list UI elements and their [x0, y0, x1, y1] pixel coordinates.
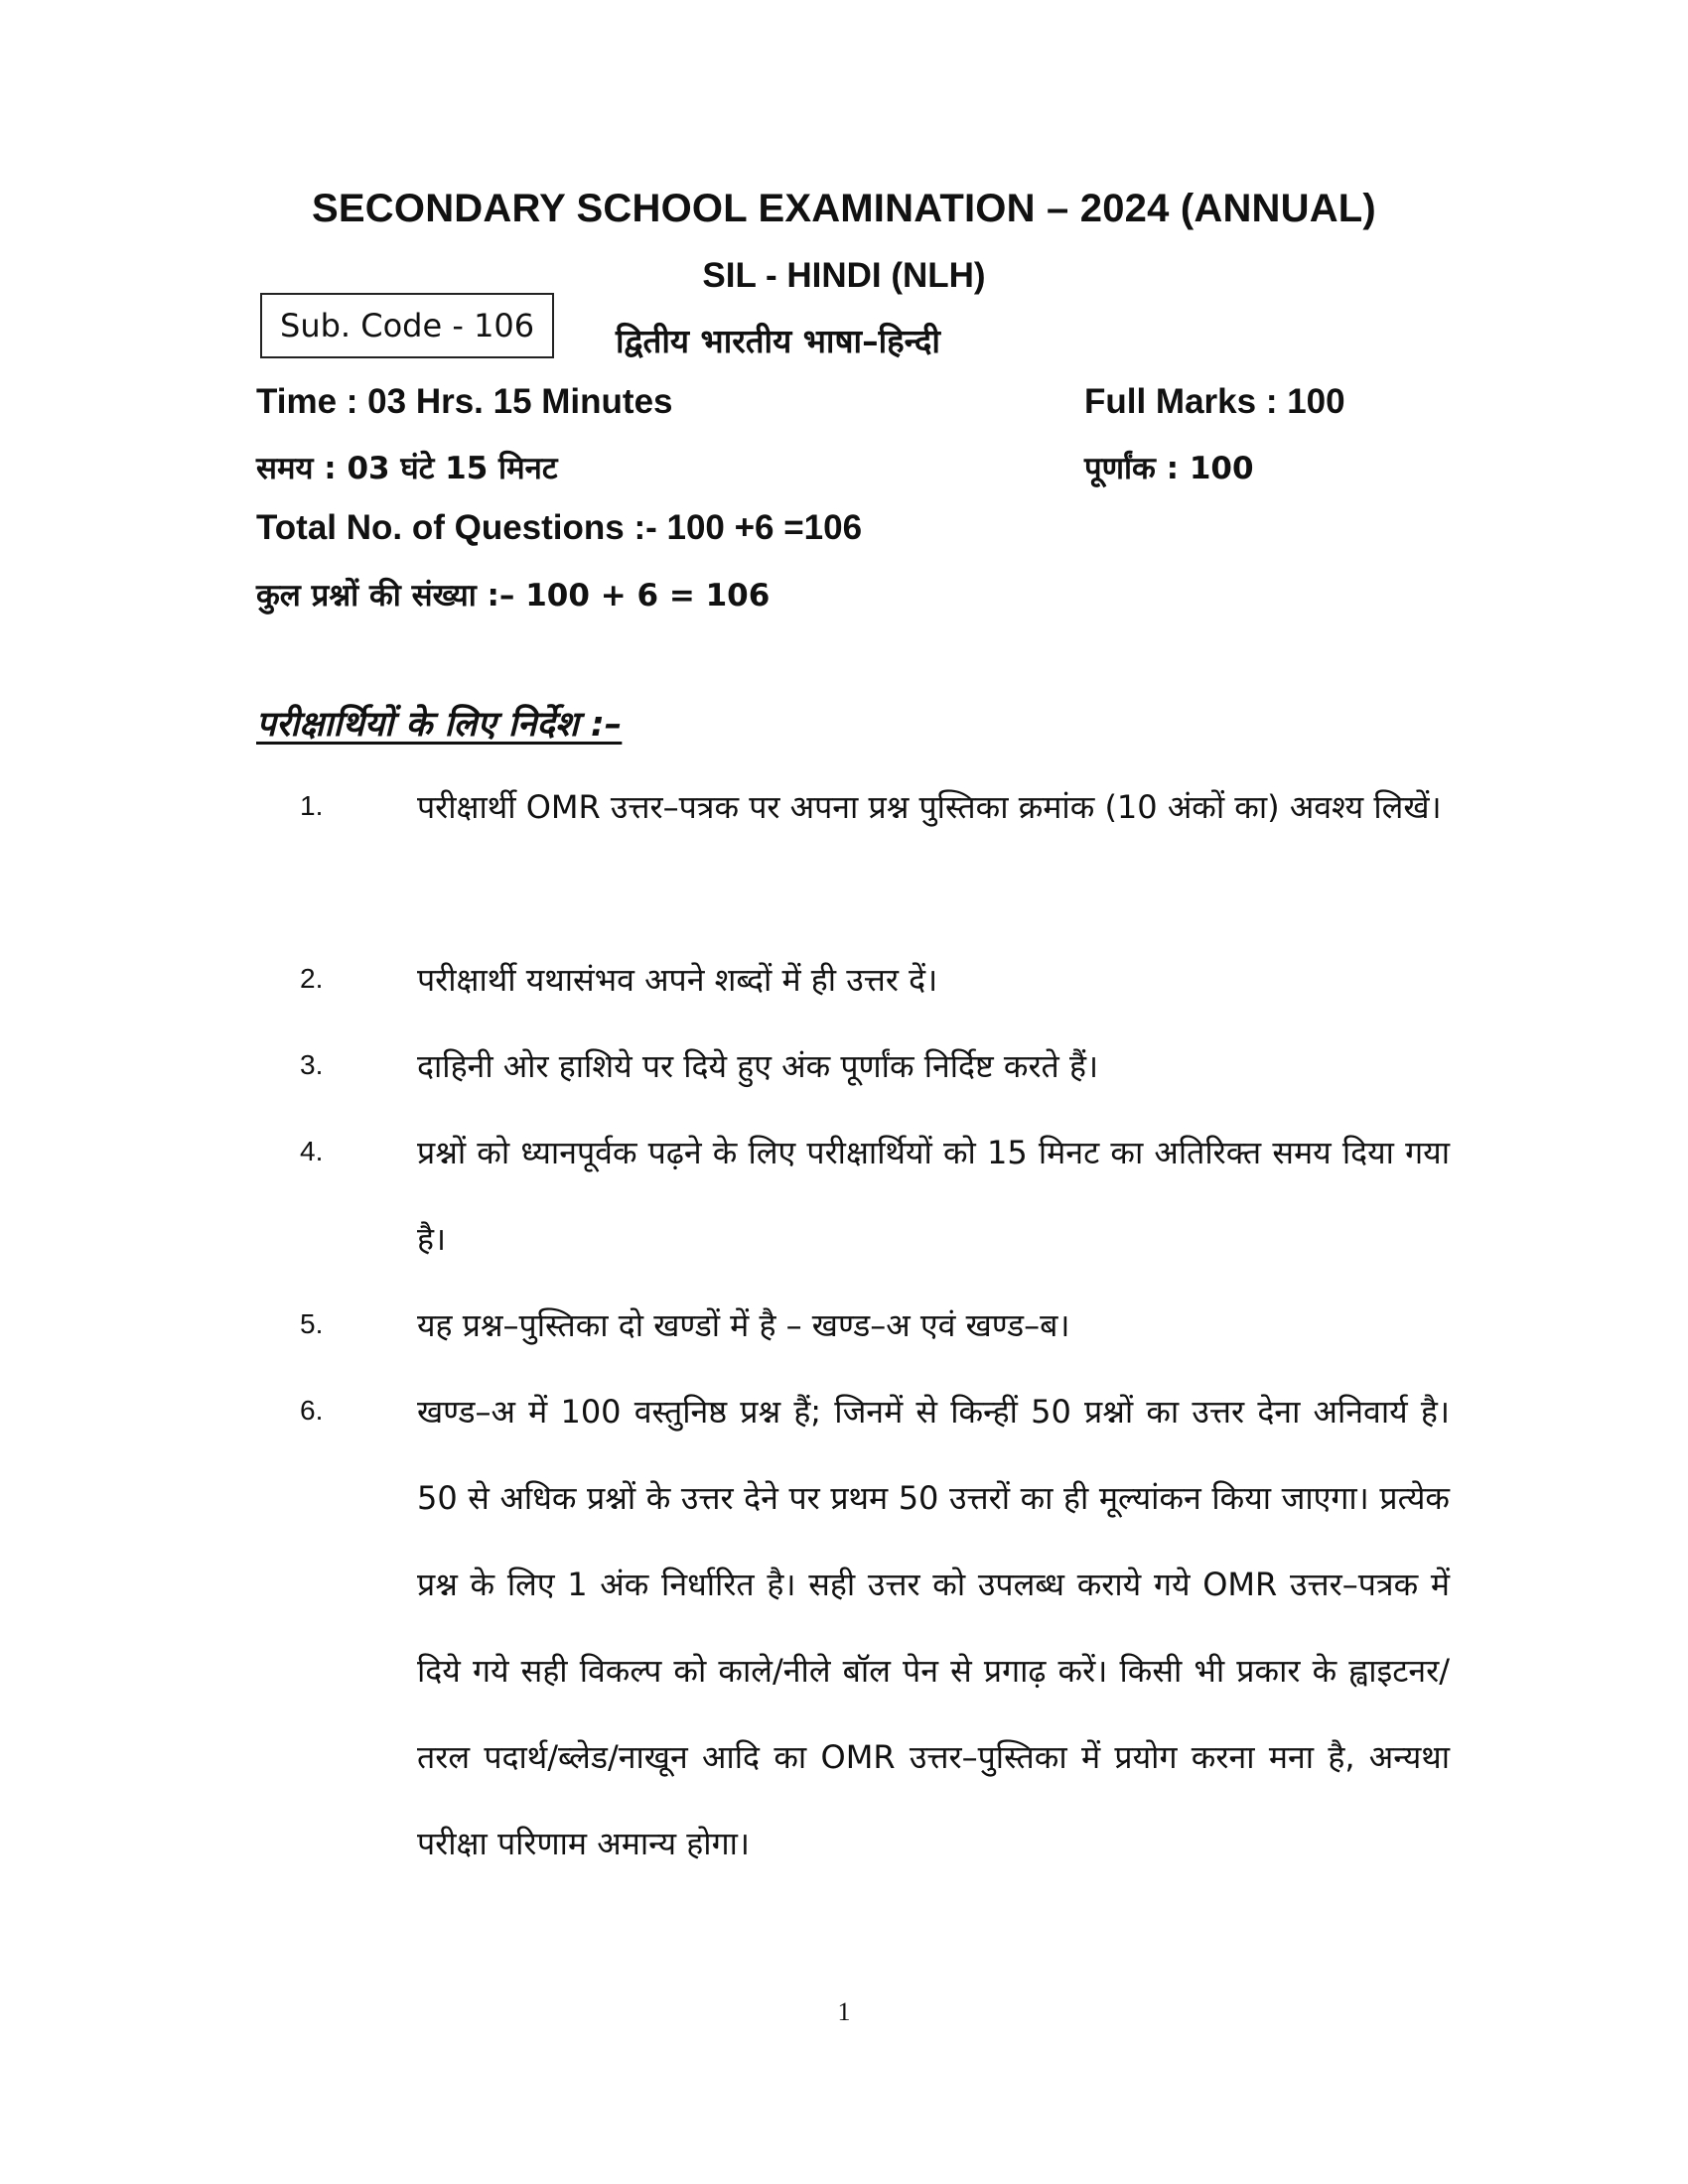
total-questions-hindi: कुल प्रश्नों की संख्या :– 100 + 6 = 106	[256, 578, 771, 614]
hindi-subtitle: द्वितीय भारतीय भाषा–हिन्दी	[616, 322, 940, 360]
instruction-number: 6.	[300, 1395, 324, 1426]
page-number: 1	[837, 1997, 851, 2026]
instruction-text: परीक्षार्थी यथासंभव अपने शब्दों में ही उत्तर दें।	[417, 961, 938, 999]
sub-code-box: Sub. Code - 106	[260, 293, 554, 358]
exam-title: SECONDARY SCHOOL EXAMINATION – 2024 (ANNUAL)	[312, 187, 1376, 230]
instruction-text: प्रश्नों को ध्यानपूर्वक पढ़ने के लिए परीक्षार्थियों को 15 मिनट का अतिरिक्त समय दिया गया है।	[417, 1134, 1450, 1258]
time-hindi: समय : 03 घंटे 15 मिनट	[256, 451, 558, 486]
instruction-number: 2.	[300, 963, 324, 994]
time-english: Time : 03 Hrs. 15 Minutes	[256, 382, 673, 421]
instruction-number: 4.	[300, 1136, 324, 1166]
instruction-text: परीक्षार्थी OMR उत्तर–पत्रक पर अपना प्रश्न पुस्तिका क्रमांक (10 अंकों का) अवश्य लिखें।	[417, 788, 1442, 826]
instructions-heading: परीक्षार्थियों के लिए निर्देश :–	[256, 705, 623, 745]
instruction-text: दाहिनी ओर हाशिये पर दिये हुए अंक पूर्णांक निर्दिष्ट करते हैं।	[417, 1047, 1099, 1085]
total-questions-english: Total No. of Questions :- 100 +6 =106	[256, 508, 863, 547]
instruction-text: यह प्रश्न–पुस्तिका दो खण्डों में है – खण्ड–अ एवं खण्ड–ब।	[417, 1306, 1070, 1344]
full-marks-hindi: पूर्णांक : 100	[1084, 451, 1254, 486]
instruction-number: 5.	[300, 1308, 324, 1339]
full-marks-english: Full Marks : 100	[1084, 382, 1345, 421]
instruction-text: खण्ड–अ में 100 वस्तुनिष्ठ प्रश्न हैं; जिनमें से किन्हीं 50 प्रश्नों का उत्तर देना अनिवार्य है। 50 से अधिक प्रश्नों के उत्तर देने पर प्रथम 50 उत्तरों का ही मूल्यांकन किया जाएगा। प्रत्येक प्रश्न के लिए 1 अंक निर्धारित है। सही उत्तर को उपलब्ध कराये गये OMR उत्तर–पत्रक में दिये गये सही विकल्प को काले/नीले बॉल पेन से प्रगाढ़ करें। किसी भी प्रकार के ह्वाइटनर/तरल पदार्थ/ब्लेड/नाखून आदि का OMR उत्तर–पुस्तिका में प्रयोग करना मना है, अन्यथा परीक्षा परिणाम अमान्य होगा।	[417, 1393, 1450, 1862]
subject-title: SIL - HINDI (NLH)	[702, 256, 986, 295]
instruction-number: 3.	[300, 1049, 324, 1080]
instruction-number: 1.	[300, 790, 324, 821]
